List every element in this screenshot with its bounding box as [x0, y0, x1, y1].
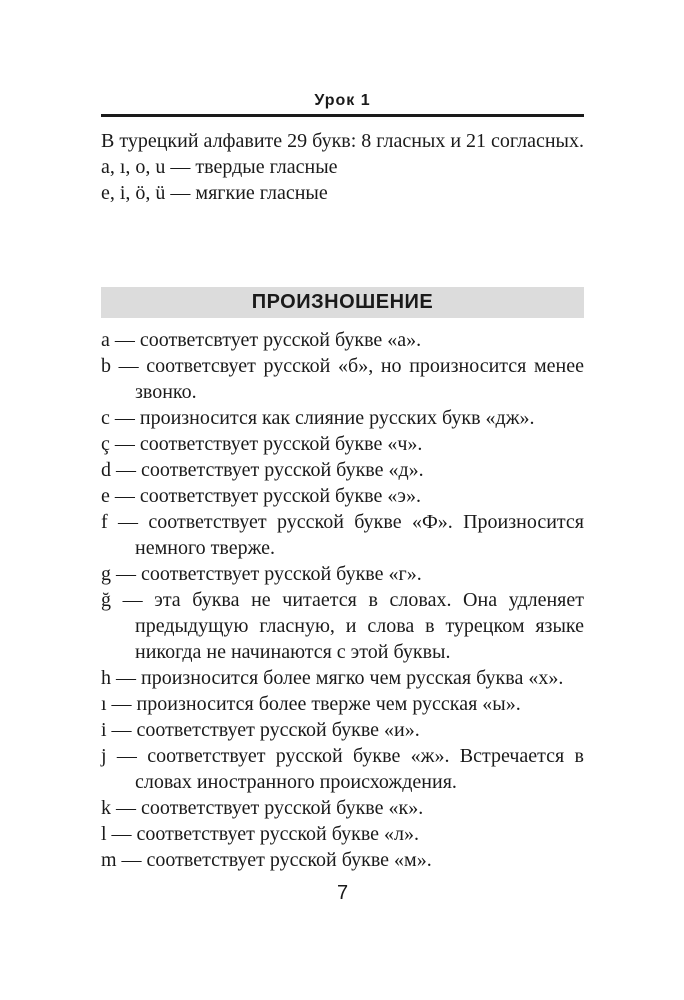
section-heading: ПРОИЗНОШЕНИЕ: [101, 287, 584, 318]
pronunciation-entry-e: e — соответствует русской букве «э».: [101, 485, 421, 507]
intro-block: [101, 128, 584, 206]
header-rule: [101, 114, 584, 117]
pronunciation-entry-h: h — произносится более мягко чем русская буква «х».: [101, 667, 564, 689]
pronunciation-entry-b: b — соответсвует русской «б», но произносится менее звонко.: [101, 355, 584, 403]
pronunciation-entry-dotless-i: ı — произносится более тверже чем русская «ы».: [101, 693, 521, 715]
pronunciation-entry-g-breve: ğ — эта буква не читается в словах. Она удленяет предыдущую гласную, и слова в турецком языке никогда не начинаются с этой буквы.: [101, 589, 584, 663]
pronunciation-list: [101, 327, 584, 873]
intro-paragraph: В турецкий алфавите 29 букв: 8 гласных и 21 согласных.: [101, 130, 584, 152]
pronunciation-entry-l: l — соответствует русской букве «л».: [101, 823, 420, 845]
pronunciation-entry-f: f — соответствует русской букве «Ф». Произносится немного тверже.: [101, 511, 584, 559]
page-number: 7: [336, 882, 349, 904]
pronunciation-entry-k: k — соответствует русской букве «к».: [101, 797, 424, 819]
hard-vowels-line: a, ı, o, u — твердые гласные: [101, 156, 338, 178]
pronunciation-entry-g: g — соответствует русской букве «г».: [101, 563, 422, 585]
running-head: Урок 1: [314, 92, 371, 109]
pronunciation-entry-d: d — соответствует русской букве «д».: [101, 459, 424, 481]
pronunciation-entry-c: c — произносится как слияние русских букв «дж».: [101, 407, 535, 429]
soft-vowels-line: e, i, ö, ü — мягкие гласные: [101, 182, 328, 204]
pronunciation-entry-j: j — соответствует русской букве «ж». Встречается в словах иностранного происхождения.: [101, 745, 584, 793]
pronunciation-entry-m: m — соответствует русской букве «м».: [101, 849, 432, 871]
pronunciation-entry-a: а — соответсвтует русской букве «а».: [101, 329, 422, 351]
pronunciation-entry-i: i — соответствует русской букве «и».: [101, 719, 420, 741]
pronunciation-entry-c-cedilla: ç — соответствует русской букве «ч».: [101, 433, 423, 455]
